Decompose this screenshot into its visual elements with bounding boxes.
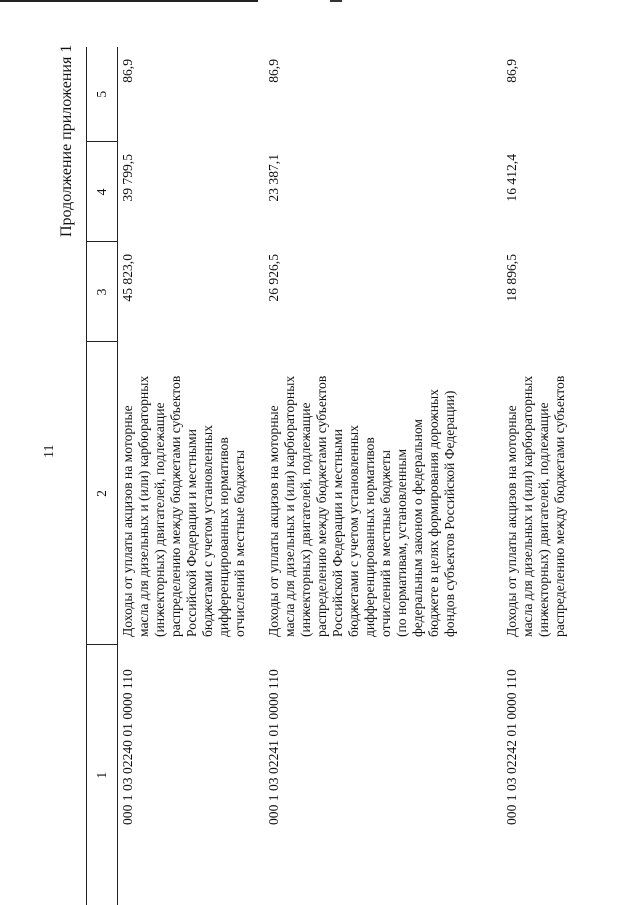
description-line: бюджетами с учетом установленных [200,425,215,637]
description-line: (инжекторных) двигателей, подлежащие [298,402,313,637]
revenue-description [118,342,265,645]
description-line: (по нормативам, установленным [394,448,409,637]
description-line: (инжекторных) двигателей, подлежащие [152,402,167,637]
continuation-label: Продолжение приложения 1 [58,44,75,237]
description-line: Доходы от уплаты акцизов на моторные [266,405,281,637]
revenue-description [264,342,502,645]
description-line: (инжекторных) двигателей, подлежащие [536,402,551,637]
description-line: распределению между бюджетами субъектов [168,375,183,637]
table-row [118,47,265,905]
table-row [264,47,502,905]
page-number: 11 [42,444,57,458]
description-line: отчислений в местные бюджеты [378,450,393,637]
description-line: Российской Федерации и местными [184,429,199,637]
header-col-2: 2 [87,342,118,645]
value-col-4: 23 387,1 [266,154,281,202]
revenue-table [86,47,614,905]
description-line: фондов субъектов Российской Федерации) [442,390,457,637]
value-col-4: 16 412,4 [504,154,519,202]
value-col-4: 39 799,5 [120,154,135,202]
description-line: Российской Федерации и местными [330,429,345,637]
description-line: федеральным законом о федеральном [410,418,425,637]
budget-code: 000 1 03 02241 01 0000 110 [266,669,281,825]
header-row [87,47,118,905]
description-line: распределению между бюджетами субъектов [314,375,329,637]
description-line: масла для дизельных и (или) карбюраторных [136,375,151,637]
description-line: дифференцированных нормативов [362,437,377,637]
description-line: бюджетами с учетом установленных [346,425,361,637]
header-col-5: 5 [87,47,118,142]
description-line: Доходы от уплаты акцизов на моторные [504,405,519,637]
value-col-5: 86,9 [266,59,281,83]
value-col-3: 45 823,0 [120,254,135,302]
description-line: бюджете в целях формирования дорожных [426,389,441,637]
revenue-description [502,342,614,645]
value-col-3: 26 926,5 [266,254,281,302]
value-col-3: 18 896,5 [504,254,519,302]
description-line: отчислений в местные бюджеты [232,450,247,637]
description-line: Доходы от уплаты акцизов на моторные [120,405,135,637]
header-col-1: 1 [87,645,118,905]
description-line: масла для дизельных и (или) карбюраторных [282,375,297,637]
description-line: дифференцированных нормативов [216,437,231,637]
description-line: распределению между бюджетами субъектов [552,375,567,637]
description-line: масла для дизельных и (или) карбюраторных [520,375,535,637]
budget-code: 000 1 03 02242 01 0000 110 [504,669,519,825]
table-row [502,47,614,905]
value-col-5: 86,9 [120,59,135,83]
header-col-4: 4 [87,142,118,242]
header-col-3: 3 [87,242,118,342]
value-col-5: 86,9 [504,59,519,83]
budget-code: 000 1 03 02240 01 0000 110 [120,669,135,825]
